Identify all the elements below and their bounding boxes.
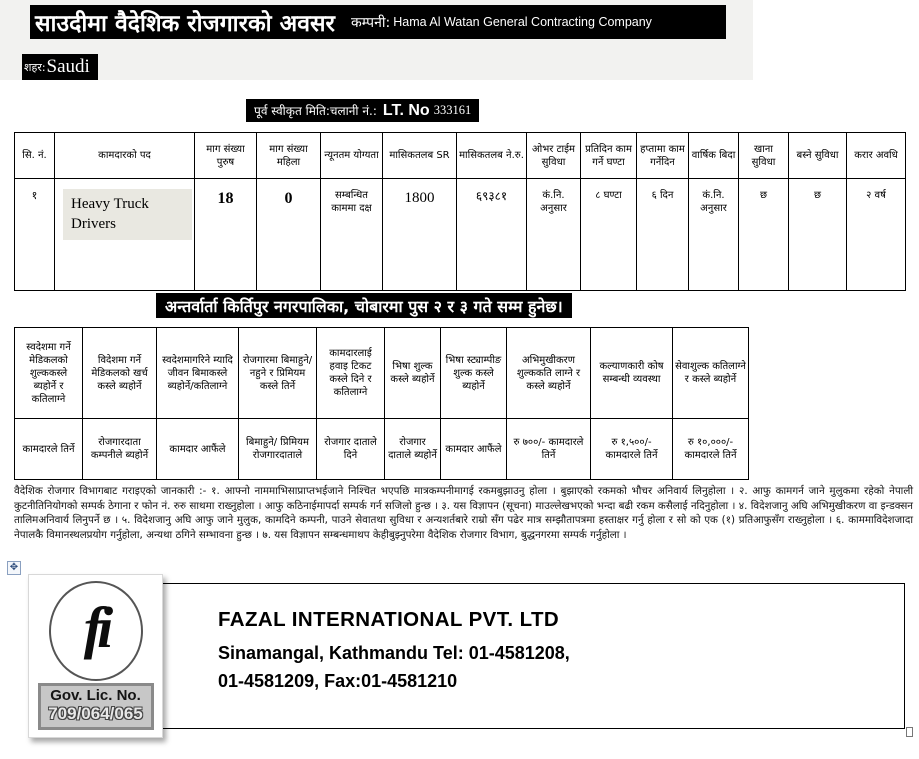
approval-label: पूर्व स्वीकृत मिति:चलानी नं.: (254, 104, 377, 118)
column-header: सेवाशुल्क कतिलाग्ने र कस्ले ब्यहोर्ने (673, 328, 749, 419)
fee-cell: कामदार आफैंले (441, 419, 507, 480)
column-header: हप्तामा काम गर्नेदिन (637, 133, 689, 179)
workdays-cell: ६ दिन (637, 179, 689, 291)
food-cell: छ (739, 179, 789, 291)
fee-cell: रु १०,०००/- कामदारले तिर्ने (673, 419, 749, 480)
agency-logo (28, 574, 163, 738)
column-header: वार्षिक बिदा (689, 133, 739, 179)
logo-monogram: fi (83, 594, 108, 660)
contract-period-cell: २ वर्ष (847, 179, 906, 291)
fees-table (14, 327, 749, 480)
agency-contact-block (218, 608, 570, 699)
salary-npr-cell: ६९३८१ (457, 179, 527, 291)
lt-no-label: LT. No (382, 101, 430, 119)
fee-cell: कामदारले तिर्ने (15, 419, 83, 480)
agency-address-line1: Sinamangal, Kathmandu Tel: 01-4581208, (218, 643, 570, 663)
overtime-cell: कं.नि. अनुसार (527, 179, 581, 291)
post-cell (55, 179, 195, 291)
fee-cell: कामदार आफैंले (157, 419, 239, 480)
annual-leave-cell: कं.नि. अनुसार (689, 179, 739, 291)
column-header: सि. नं. (15, 133, 55, 179)
logo-emblem-icon (49, 581, 143, 681)
column-header: विदेशमा गर्ने मेडिकलको खर्च कस्ले ब्यहोर्ने (83, 328, 157, 419)
fee-cell: रु ७००/- कामदारले तिर्ने (507, 419, 591, 480)
serial-number-cell: १ (15, 179, 55, 291)
lodging-cell: छ (789, 179, 847, 291)
interview-notice-bar: अन्तर्वार्ता किर्तिपुर नगरपालिका, चोबारमा पुस २ र ३ गते सम्म हुनेछ। (156, 293, 572, 318)
fees-table-row (15, 419, 749, 480)
demand-female-cell: 0 (257, 179, 321, 291)
column-header: प्रतिदिन काम गर्ने घण्टा (581, 133, 637, 179)
agency-address-line2: 01-4581209, Fax:01-4581210 (218, 671, 458, 691)
demand-male-cell: 18 (195, 179, 257, 291)
column-header: कामदारलाई हवाइ टिकट कस्ले दिने र कतिलाग्ने (317, 328, 385, 419)
column-header: कल्याणकारी कोष सम्बन्धी व्यवस्था (591, 328, 673, 419)
column-header: खाना सुविधा (739, 133, 789, 179)
column-header: न्यूनतम योग्यता (321, 133, 383, 179)
company-label: कम्पनी: (350, 14, 391, 31)
license-label: Gov. Lic. No. (50, 687, 141, 704)
approval-bar (246, 99, 479, 122)
fee-cell: रोजगार दाताले ब्यहोर्ने (385, 419, 441, 480)
page-title: साउदीमा वैदेशिक रोजगारको अवसर (35, 11, 335, 37)
license-number: 709/064/065 (48, 704, 143, 724)
city-chip (22, 54, 98, 80)
column-header: माग संख्या पुरुष (195, 133, 257, 179)
jobs-table (14, 132, 906, 291)
license-box (38, 683, 154, 730)
fee-cell: रु १,५००/- कामदारले तिर्ने (591, 419, 673, 480)
jobs-table-row (15, 179, 906, 291)
column-header: अभिमुखीकरण शुल्ककति लाग्ने र कस्ले ब्यहोर्ने (507, 328, 591, 419)
fees-table-header-row (15, 328, 749, 419)
jobs-table-header-row (15, 133, 906, 179)
column-header: ओभर टाईम सुविधा (527, 133, 581, 179)
column-header: बस्ने सुविधा (789, 133, 847, 179)
company-name: Hama Al Watan General Contracting Company (393, 15, 652, 29)
city-value: Saudi (46, 56, 90, 77)
title-bar (30, 5, 726, 39)
salary-sr-cell: 1800 (383, 179, 457, 291)
column-header: कामदारको पद (55, 133, 195, 179)
hours-cell: ८ घण्टा (581, 179, 637, 291)
column-header: भिषा स्ट्याम्पीङ शुल्क कस्ले ब्यहोर्ने (441, 328, 507, 419)
fee-cell: रोजगार दाताले दिने (317, 419, 385, 480)
column-header: माग संख्या महिला (257, 133, 321, 179)
lt-no-value: 333161 (433, 103, 472, 117)
city-label: शहर: (24, 60, 46, 74)
column-header: भिषा शुल्क कस्ले ब्यहोर्ने (385, 328, 441, 419)
agency-name: FAZAL INTERNATIONAL PVT. LTD (218, 608, 560, 631)
post-highlight: Heavy Truck Drivers (63, 189, 192, 240)
column-header: करार अवधि (847, 133, 906, 179)
resize-handle[interactable] (906, 727, 913, 737)
column-header: रोजगारमा बिमाहुने/नहुने र प्रिमियम कस्ले तिर्ने (239, 328, 317, 419)
information-notice: वैदेशिक रोजगार विभागबाट गराइएको जानकारी :- १. आफ्नो नाममाभिसाप्राप्तभईजाने निश्चित भएपछि मात्रकम्पनीमागई रकमबुझाउनु होला । बुझाएको रकमको भौचर अनिवार्य लिनुहोला । २. आफु कामगर्न जाने मुलुकमा रहेको नेपाली कुटनीतिनियोगको सम्पर्क ठेगाना र फोन नं. रुरु साथमा राख्नुहोला । आफु कठिनाईमापर्दा सम्पर्क गर्न सजिलो हुन्छ । ३. यस विज्ञापन (सूचना) माउल्लेखभएको भन्दा बढी रकम कसैलाई नदिनुहोला । ४. विदेशजानु अघि अभिमुखीकरण वा इन्डक्सन तालिमअनिवार्य लिनुपर्ने छ । ५. विदेशजानु अघि आफु जाने मुलुक, कामदिने कम्पनी, पाउने सेवातथा सुविधा र अन्यशर्तबारे राम्रो सँग पढेर मात्र सम्झौतापत्रमा हस्ताक्षर गर्नु होला र सो को एक (१) प्रतिआफुसँग राख्नुहोला । ६. काममाविदेशजादा नेपालकै विमानस्थलप्रयोग गर्नुहोला, अन्यथा ठगिने सम्भावना हुन्छ । ७. यस विज्ञापन सम्बन्धमाथप केहीबुझ्नुपरेमा वैदेशिक रोजगार विभाग, बुद्धनगरमा सम्पर्क गर्नुहोला । (14, 485, 913, 541)
object-anchor-move-icon[interactable]: ✥ (7, 561, 21, 575)
fee-cell: रोजगारदाता कम्पनीले ब्यहोर्ने (83, 419, 157, 480)
column-header: स्वदेशमा गर्ने मेडिकलको शुल्ककस्ले ब्यहोर्ने र कतिलाग्ने (15, 328, 83, 419)
qualification-cell: सम्बन्धित काममा दक्ष (321, 179, 383, 291)
fee-cell: बिमाहुने/ प्रिमियम रोजगारदाताले (239, 419, 317, 480)
column-header: मासिकतलब ने.रु. (457, 133, 527, 179)
column-header: स्वदेशमागरिने म्यादि जीवन बिमाकस्ले ब्यहोर्ने/कतिलाग्ने (157, 328, 239, 419)
column-header: मासिकतलब SR (383, 133, 457, 179)
